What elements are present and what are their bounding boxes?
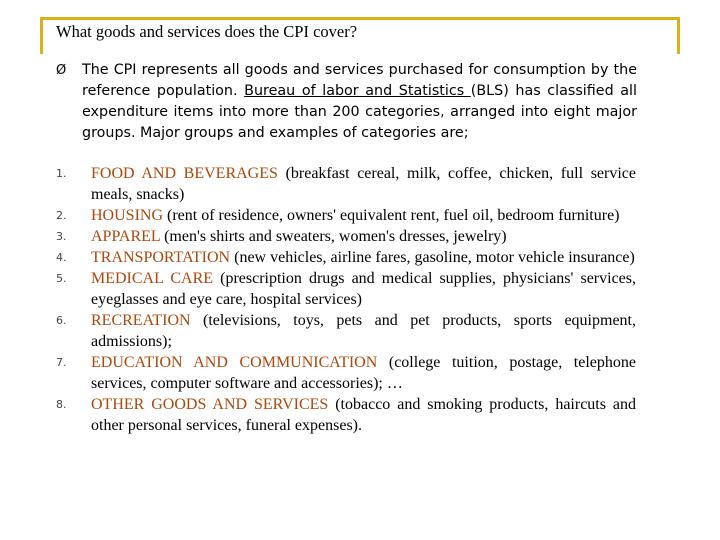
item-description: (prescription drugs and medical supplies, physicians' services, eyeglasses and eye care, hospital services)	[91, 270, 637, 308]
item-category: HOUSING	[91, 207, 163, 224]
item-number: 6.	[56, 314, 67, 327]
item-description: (college tuition, postage, telephone services, computer software and accessories); …	[91, 354, 636, 392]
list-item	[56, 352, 656, 394]
item-body	[91, 205, 636, 226]
item-category: RECREATION	[91, 312, 191, 329]
item-number: 5.	[56, 272, 67, 285]
frame-right-border	[677, 17, 680, 54]
item-body	[91, 394, 636, 436]
item-description: (rent of residence, owners' equivalent rent, fuel oil, bedroom furniture)	[163, 207, 620, 224]
item-category: MEDICAL CARE	[91, 270, 214, 287]
item-description: (new vehicles, airline fares, gasoline, motor vehicle insurance)	[230, 249, 635, 266]
category-list	[56, 163, 656, 436]
item-body	[91, 268, 636, 310]
intro-text-after: (BLS) has classified all expenditure items into more than 200 categories, arranged into eight major groups. Major groups and examples of categories are;	[82, 83, 637, 141]
list-item	[56, 310, 656, 352]
item-body	[91, 310, 636, 352]
item-description: (televisions, toys, pets and pet products, sports equipment, admissions);	[91, 312, 636, 350]
item-category: FOOD AND BEVERAGES	[91, 165, 278, 182]
item-description: (tobacco and smoking products, haircuts and other personal services, funeral expenses).	[91, 396, 636, 434]
frame-top-border	[40, 17, 680, 20]
item-description: (breakfast cereal, milk, coffee, chicken, full service meals, snacks)	[91, 165, 636, 203]
intro-paragraph	[56, 60, 656, 144]
list-item	[56, 247, 656, 268]
item-category: OTHER GOODS AND SERVICES	[91, 396, 329, 413]
list-item	[56, 205, 656, 226]
item-category: EDUCATION AND COMMUNICATION	[91, 354, 378, 371]
list-item	[56, 226, 656, 247]
item-number: 1.	[56, 167, 67, 180]
intro-text-before: The CPI represents all goods and services purchased for consumption by the reference population.	[82, 62, 637, 99]
item-number: 2.	[56, 209, 67, 222]
item-description: (men's shirts and sweaters, women's dresses, jewelry)	[160, 228, 507, 245]
frame-left-border	[40, 17, 43, 54]
arrow-bullet-icon: Ø	[56, 63, 67, 78]
intro-text	[82, 60, 637, 144]
intro-underlined-text: Bureau of labor and Statistics	[244, 83, 471, 99]
list-item	[56, 268, 656, 310]
item-body	[91, 163, 636, 205]
list-item	[56, 163, 656, 205]
item-body	[91, 226, 636, 247]
item-category: TRANSPORTATION	[91, 249, 231, 266]
item-number: 8.	[56, 398, 67, 411]
list-item	[56, 394, 656, 436]
item-number: 7.	[56, 356, 67, 369]
slide-title: What goods and services does the CPI cover?	[56, 22, 358, 41]
item-body	[91, 352, 636, 394]
item-body	[91, 247, 636, 268]
item-number: 4.	[56, 251, 67, 264]
item-category: APPAREL	[91, 228, 161, 245]
item-number: 3.	[56, 230, 67, 243]
